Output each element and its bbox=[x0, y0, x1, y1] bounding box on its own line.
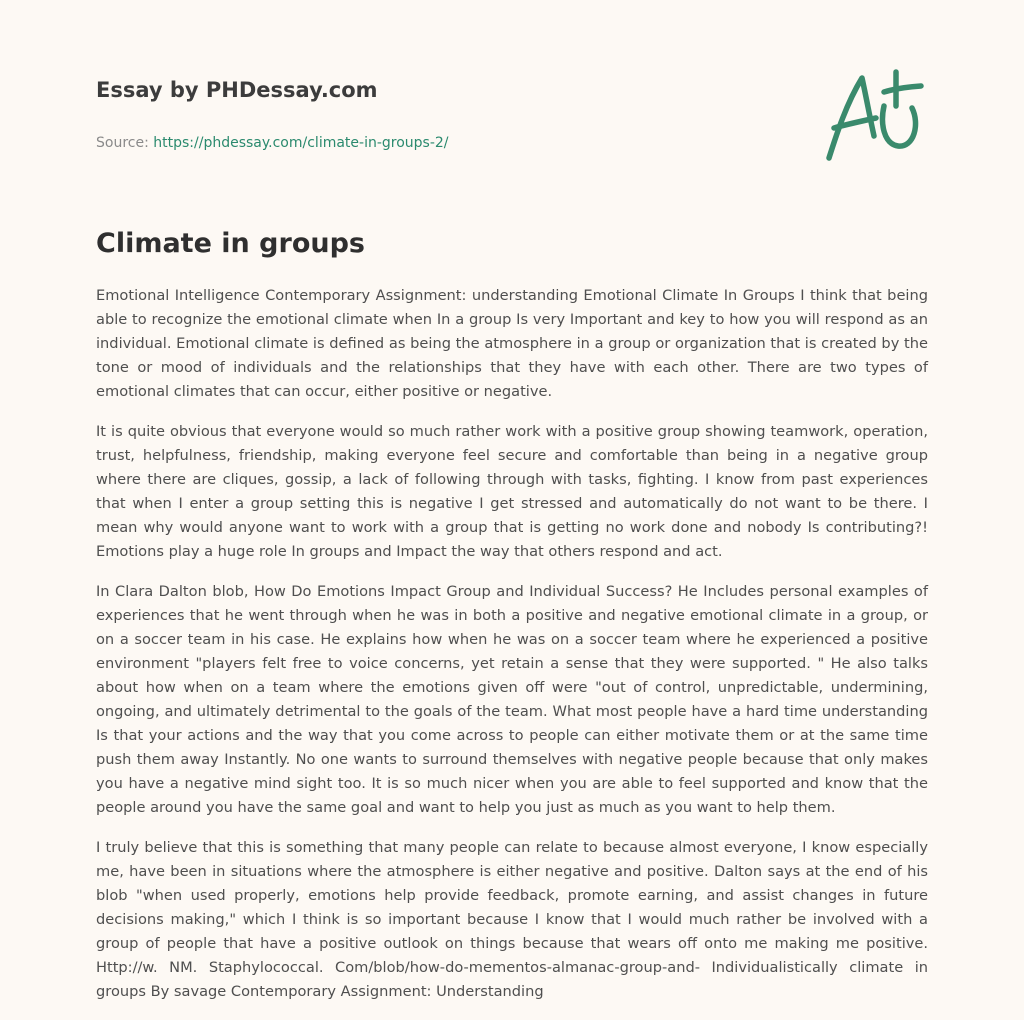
source-line bbox=[96, 133, 796, 153]
source-label: Source: bbox=[96, 135, 154, 151]
article-paragraph: In Clara Dalton blob, How Do Emotions Impact Group and Individual Success? He Includes personal examples of experiences that he went through when he was in both a positive and negative emotional climate in a group, or on a soccer team in his case. He explains how when he was on a soccer team where he experienced a positive environment "players felt free to voice concerns, yet retain a sense that they were supported. " He also talks about how when on a team where the emotions given off were "out of control, unpredictable, undermining, ongoing, and ultimately detrimental to the goals of the team. What most people have a hard time understanding Is that your actions and the way that you come across to people can either motivate them or at the same time push them away Instantly. No one wants to surround themselves with negative people because that only makes you have a negative mind sight too. It is so much nicer when you are able to feel supported and know that the people around you have the same goal and want to help you just as much as you want to help them. bbox=[96, 583, 928, 816]
source-link[interactable]: https://phdessay.com/climate-in-groups-2/ bbox=[153, 135, 449, 151]
site-brand: Essay by PHDessay.com bbox=[96, 78, 378, 102]
article-paragraph: I truly believe that this is something that many people can relate to because almost everyone, I know especially me, have been in situations where the atmosphere is either negative and positive. Dalton says at the end of his blob "when used properly, emotions help provide feedback, promote earning, and assist changes in future decisions making," which I think is so important because I know that I would much rather be involved with a group of people that have a positive outlook on things because that wears off onto me making me positive. Http://w. NM. Staphylococcal. Com/blob/how-do-mementos-almanac-group-and- Individualistically climate in groups By savage Contemporary Assignment: Understanding bbox=[96, 839, 928, 1000]
a-plus-logo-icon bbox=[822, 66, 926, 166]
page-header bbox=[96, 76, 796, 153]
article-paragraph: It is quite obvious that everyone would so much rather work with a positive group showing teamwork, operation, trust, helpfulness, friendship, making everyone feel secure and comfortable than being in a negative group where there are cliques, gossip, a lack of following through with tasks, fighting. I know from past experiences that when I enter a group setting this is negative I get stressed and automatically do not want to be there. I mean why would anyone want to work with a group that is getting no work done and nobody Is contributing?! Emotions play a huge role In groups and Impact the way that others respond and act. bbox=[96, 423, 928, 560]
article-paragraph: Emotional Intelligence Contemporary Assignment: understanding Emotional Climate In Groups I think that being able to recognize the emotional climate when In a group Is very Important and key to how you will respond as an individual. Emotional climate is defined as being the atmosphere in a group or organization that is created by the tone or mood of individuals and the relationships that they have with each other. There are two types of emotional climates that can occur, either positive or negative. bbox=[96, 287, 928, 400]
article-body bbox=[96, 284, 928, 1020]
article-title: Climate in groups bbox=[96, 228, 365, 259]
